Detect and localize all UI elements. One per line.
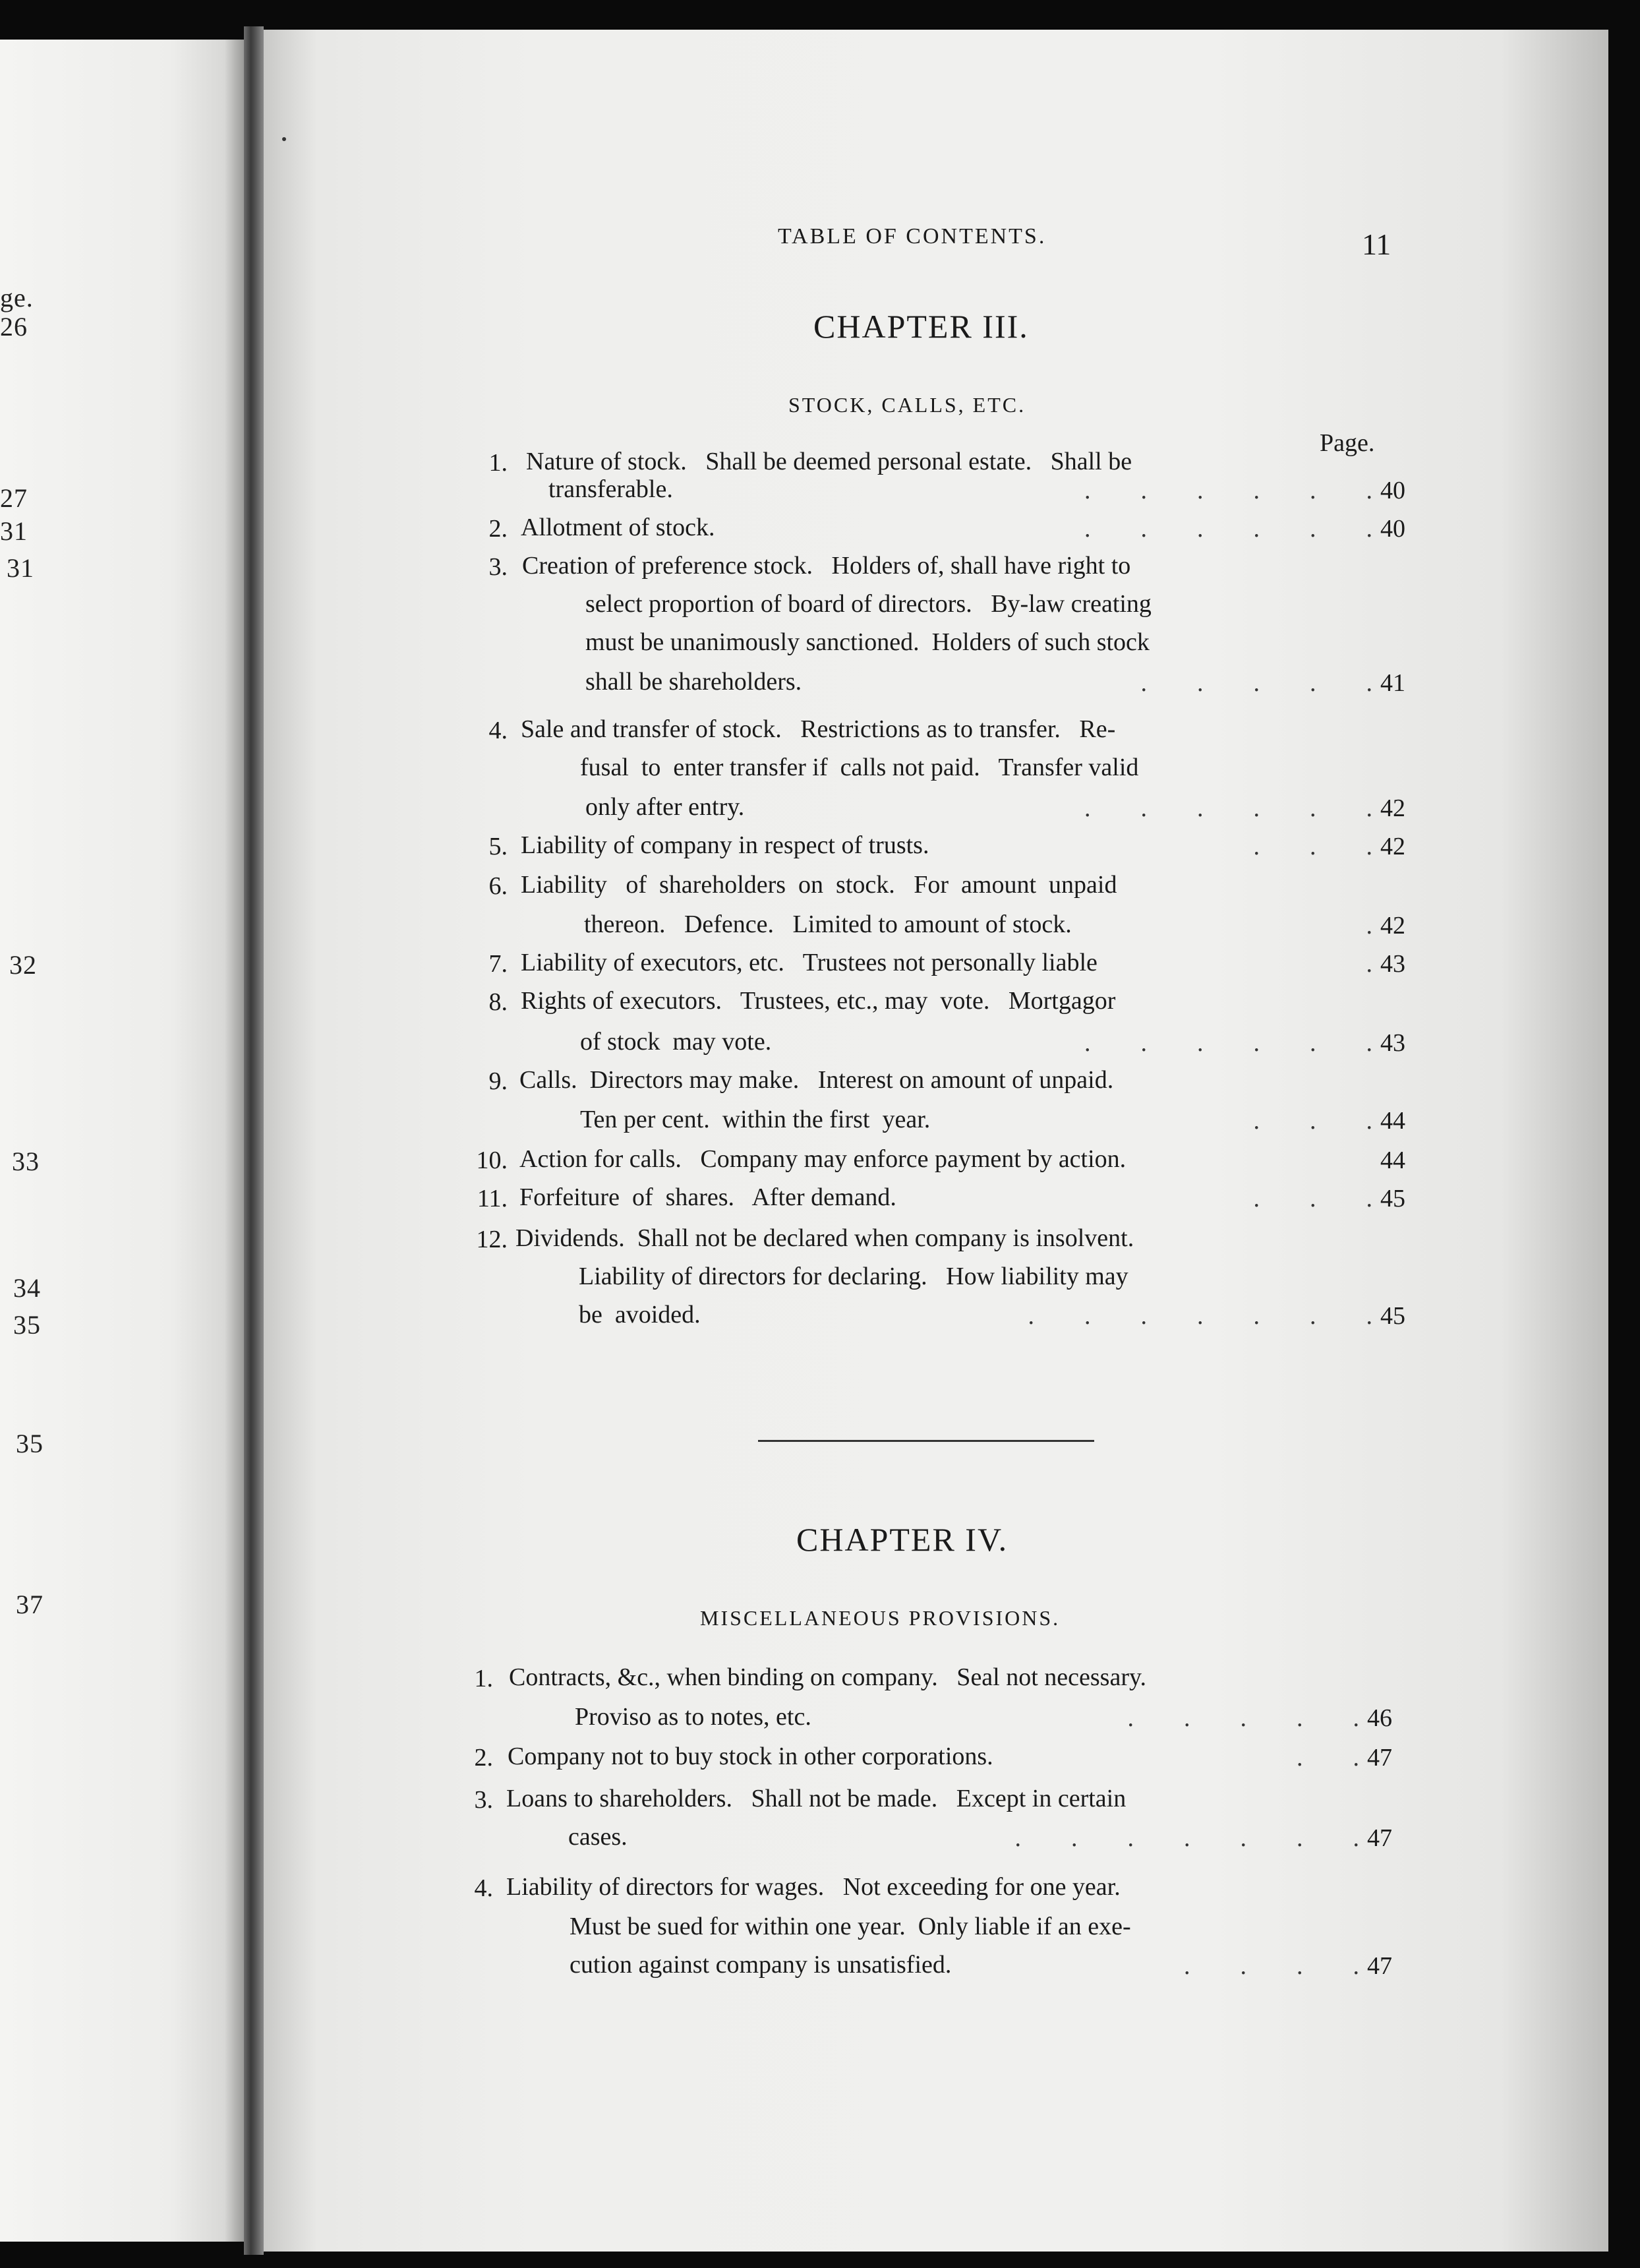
- entry-text: Action for calls. Company may enforce payment by action.: [519, 1145, 1127, 1173]
- entry-text: Dividends. Shall not be declared when company is insolvent.: [515, 1224, 1134, 1252]
- entry-text: Ten per cent. within the first year.: [580, 1106, 931, 1133]
- leader-dots: . . . . . .: [1084, 515, 1372, 543]
- leader-dots: . . . . . .: [1084, 1029, 1372, 1057]
- page-reference: 47: [1367, 1824, 1392, 1852]
- left-page-fragment: 33: [12, 1147, 40, 1176]
- chapter-4-title: CHAPTER IV.: [796, 1521, 1009, 1558]
- entry-text: Forfeiture of shares. After demand.: [519, 1183, 896, 1211]
- leader-dots: . . .: [1253, 833, 1372, 860]
- entry-text: Liability of directors for wages. Not exceeding for one year.: [506, 1873, 1121, 1901]
- entry-text: only after entry.: [585, 793, 745, 821]
- page-column-label: Page.: [1320, 429, 1375, 457]
- page-reference: 40: [1380, 515, 1405, 543]
- entry-number: 2.: [488, 515, 508, 543]
- page-reference: 46: [1367, 1704, 1392, 1732]
- leader-dots: . .: [1297, 1744, 1359, 1772]
- leader-dots: . . . . . .: [1084, 477, 1372, 504]
- page-reference: 43: [1380, 950, 1405, 978]
- leader-dots: . . . .: [1184, 1952, 1359, 1980]
- page-reference: 42: [1380, 912, 1405, 940]
- entry-number: 10.: [476, 1147, 508, 1174]
- page-number: 11: [1362, 227, 1391, 261]
- page-reference: 44: [1380, 1107, 1405, 1135]
- entry-number: 1.: [488, 449, 508, 477]
- entry-text: cution against company is unsatisfied.: [570, 1951, 952, 1979]
- page-reference: 40: [1380, 477, 1405, 504]
- entry-number: 3.: [474, 1786, 493, 1814]
- entry-text: shall be shareholders.: [585, 668, 802, 696]
- entry-text: Loans to shareholders. Shall not be made. Except in certain: [506, 1785, 1127, 1812]
- leader-dots: .: [1366, 912, 1372, 940]
- entry-number: 1.: [474, 1665, 493, 1692]
- chapter-3-title: CHAPTER III.: [813, 308, 1029, 345]
- left-page-fragment: 35: [16, 1429, 44, 1458]
- entry-number: 5.: [488, 833, 508, 860]
- page-reference: 47: [1367, 1744, 1392, 1772]
- entry-text: Sale and transfer of stock. Restrictions as to transfer. Re-: [521, 715, 1116, 743]
- print-speck: [282, 137, 286, 141]
- left-page-fragment: 26: [0, 312, 28, 342]
- left-facing-page: [0, 40, 244, 2242]
- page-reference: 43: [1380, 1029, 1405, 1057]
- entry-text: transferable.: [548, 475, 673, 503]
- entry-text: Liability of directors for declaring. How liability may: [579, 1263, 1128, 1290]
- leader-dots: . . . . . . .: [1014, 1824, 1359, 1852]
- entry-text: Proviso as to notes, etc.: [575, 1703, 811, 1731]
- leader-dots: . . . . . . .: [1028, 1302, 1372, 1330]
- entry-text: Calls. Directors may make. Interest on amount of unpaid.: [519, 1066, 1114, 1094]
- chapter-separator-rule: [758, 1440, 1094, 1442]
- page-reference: 44: [1380, 1147, 1405, 1174]
- leader-dots: . . . . . .: [1084, 794, 1372, 822]
- chapter-3-subtitle: STOCK, CALLS, ETC.: [788, 393, 1026, 417]
- leader-dots: . . .: [1253, 1185, 1372, 1212]
- entry-number: 6.: [488, 872, 508, 900]
- entry-text: Allotment of stock.: [521, 514, 715, 541]
- entry-text: Liability of executors, etc. Trustees not personally liable: [521, 949, 1098, 976]
- entry-text: select proportion of board of directors. By-law creating: [585, 590, 1152, 618]
- left-page-fragment: 32: [9, 950, 37, 980]
- left-page-fragment: 27: [0, 483, 28, 513]
- left-page-fragment: 35: [13, 1310, 41, 1340]
- entry-text: be avoided.: [579, 1301, 701, 1328]
- entry-number: 9.: [488, 1067, 508, 1095]
- entry-text: fusal to enter transfer if calls not paid. Transfer valid: [580, 754, 1139, 781]
- entry-text: of stock may vote.: [580, 1028, 772, 1056]
- entry-text: must be unanimously sanctioned. Holders of such stock: [585, 628, 1150, 656]
- leader-dots: .: [1366, 950, 1372, 978]
- entry-text: Creation of preference stock. Holders of, shall have right to: [522, 552, 1131, 580]
- page-reference: 42: [1380, 833, 1405, 860]
- page-reference: 42: [1380, 794, 1405, 822]
- entry-number: 3.: [488, 553, 508, 581]
- entry-number: 8.: [488, 988, 508, 1016]
- leader-dots: . . . . .: [1140, 669, 1372, 697]
- left-page-fragment: 37: [16, 1590, 44, 1619]
- left-page-fragment: 31: [0, 516, 28, 546]
- entry-text: Nature of stock. Shall be deemed personal estate. Shall be: [526, 448, 1132, 475]
- page-reference: 41: [1380, 669, 1405, 697]
- scan-border: [1608, 30, 1640, 2252]
- page-reference: 47: [1367, 1952, 1392, 1980]
- book-spine: [244, 26, 264, 2255]
- leader-dots: . . .: [1253, 1107, 1372, 1135]
- entry-number: 7.: [488, 950, 508, 978]
- entry-number: 11.: [477, 1185, 508, 1212]
- left-page-fragment: ge.: [0, 283, 34, 313]
- entry-text: thereon. Defence. Limited to amount of stock.: [584, 910, 1072, 938]
- entry-text: Company not to buy stock in other corporations.: [508, 1743, 993, 1770]
- page-reference: 45: [1380, 1185, 1405, 1212]
- entry-text: cases.: [568, 1823, 628, 1851]
- entry-number: 2.: [474, 1744, 493, 1772]
- entry-text: Contracts, &c., when binding on company. Seal not necessary.: [509, 1663, 1147, 1691]
- left-page-fragment: 34: [13, 1273, 41, 1303]
- entry-text: Must be sued for within one year. Only liable if an exe-: [570, 1913, 1131, 1940]
- entry-number: 4.: [474, 1874, 493, 1902]
- entry-text: Liability of company in respect of trusts.: [521, 831, 929, 859]
- leader-dots: . . . . .: [1127, 1704, 1359, 1732]
- entry-text: Liability of shareholders on stock. For amount unpaid: [521, 871, 1117, 899]
- entry-number: 4.: [488, 717, 508, 744]
- running-header-title: TABLE OF CONTENTS.: [778, 224, 1047, 249]
- entry-number: 12.: [476, 1226, 508, 1253]
- left-page-fragment: 31: [7, 553, 34, 583]
- chapter-4-subtitle: MISCELLANEOUS PROVISIONS.: [700, 1606, 1061, 1630]
- page-reference: 45: [1380, 1302, 1405, 1330]
- entry-text: Rights of executors. Trustees, etc., may vote. Mortgagor: [521, 987, 1116, 1015]
